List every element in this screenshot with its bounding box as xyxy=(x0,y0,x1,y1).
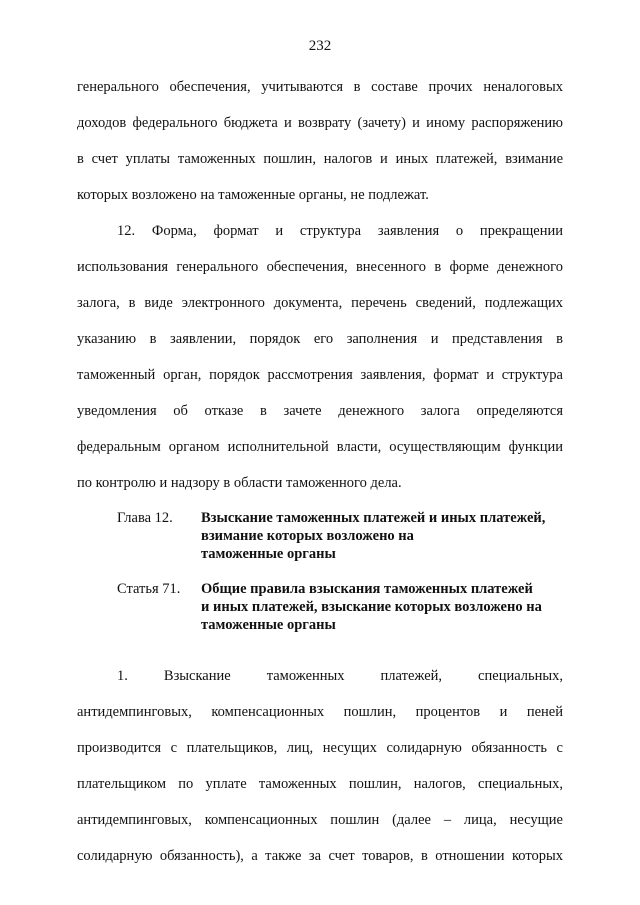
article-title-line: таможенные органы xyxy=(201,617,336,633)
text-line: федеральным органом исполнительной власти, осуществляющим функции xyxy=(77,439,563,455)
text-line: в счет уплаты таможенных пошлин, налогов и иных платежей, взимание xyxy=(77,151,563,167)
text-line: уведомления об отказе в зачете денежного залога определяются xyxy=(77,403,563,419)
text-line: антидемпинговых, компенсационных пошлин (далее – лица, несущие xyxy=(77,812,563,828)
page-number: 232 xyxy=(308,38,332,54)
text-line: указанию в заявлении, порядок его заполнения и представления в xyxy=(77,331,563,347)
text-line: доходов федерального бюджета и возврату (зачету) и иному распоряжению xyxy=(77,115,563,131)
text-line: плательщиком по уплате таможенных пошлин, налогов, специальных, xyxy=(77,776,563,792)
paragraph-first-line: 12. Форма, формат и структура заявления о прекращении xyxy=(117,223,563,239)
article-title-line: Общие правила взыскания таможенных платежей xyxy=(201,581,533,597)
article-title-line: и иных платежей, взыскание которых возложено на xyxy=(201,599,542,615)
article-label: Статья 71. xyxy=(117,581,181,597)
chapter-title-line: взимание которых возложено на xyxy=(201,528,414,544)
chapter-title-line: таможенные органы xyxy=(201,546,336,562)
chapter-title-line: Взыскание таможенных платежей и иных платежей, xyxy=(201,510,546,526)
chapter-label: Глава 12. xyxy=(117,510,173,526)
text-line: генерального обеспечения, учитываются в составе прочих неналоговых xyxy=(77,79,563,95)
text-line: залога, в виде электронного документа, перечень сведений, подлежащих xyxy=(77,295,563,311)
text-line: таможенный орган, порядок рассмотрения заявления, формат и структура xyxy=(77,367,563,383)
text-line: производится с плательщиков, лиц, несущих солидарную обязанность с xyxy=(77,740,563,756)
chapter-title xyxy=(201,509,545,563)
text-line: которых возложено на таможенные органы, не подлежат. xyxy=(77,187,429,203)
paragraph-first-line: 1. Взыскание таможенных платежей, специальных, xyxy=(117,668,563,684)
text-line: по контролю и надзору в области таможенного дела. xyxy=(77,475,402,491)
text-line: использования генерального обеспечения, внесенного в форме денежного xyxy=(77,259,563,275)
text-line: антидемпинговых, компенсационных пошлин, процентов и пеней xyxy=(77,704,563,720)
article-title xyxy=(201,580,542,634)
text-line: солидарную обязанность), а также за счет товаров, в отношении которых xyxy=(77,848,563,864)
